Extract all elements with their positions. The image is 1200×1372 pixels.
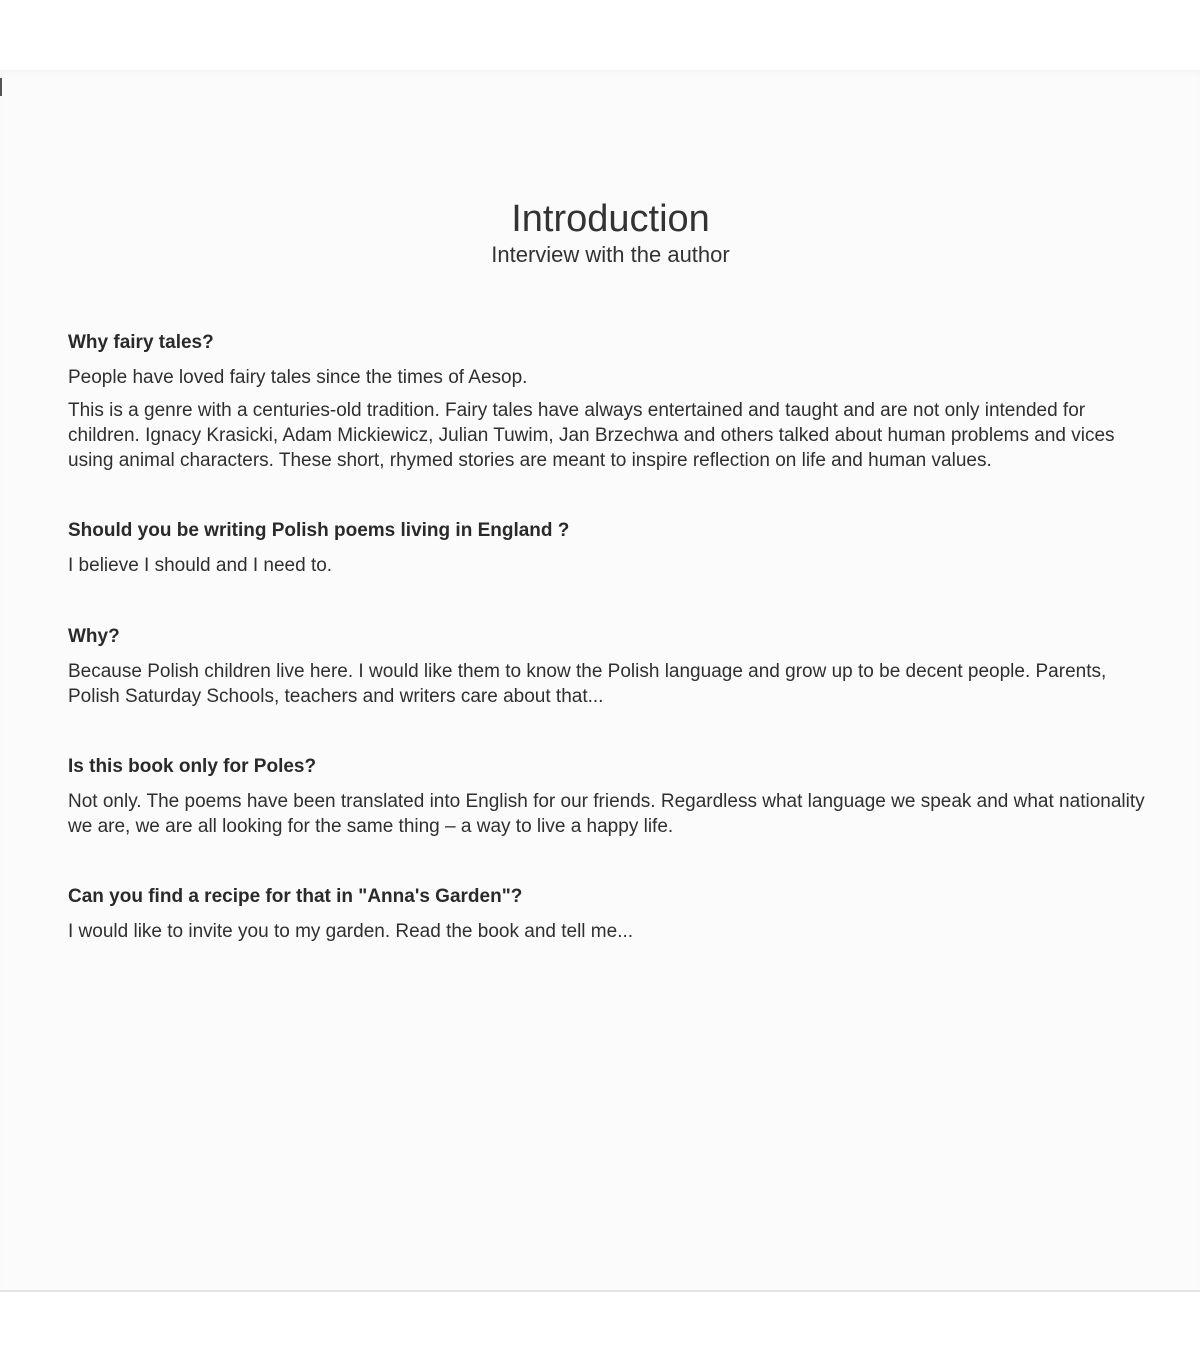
qa-section bbox=[68, 755, 1153, 839]
answer-paragraph: Not only. The poems have been translated into English for our friends. Regardless what language we speak and what nationality we are, we are all looking for the same thing – a way to live a happy life. bbox=[68, 791, 1145, 837]
qa-section bbox=[68, 331, 1153, 473]
answer-paragraph: I would like to invite you to my garden. Read the book and tell me... bbox=[68, 921, 634, 942]
question-heading: Should you be writing Polish poems living in England ? bbox=[68, 520, 570, 541]
page-subtitle: Interview with the author bbox=[491, 242, 730, 267]
answer-paragraph: Because Polish children live here. I would like them to know the Polish language and grow up to be decent people. Parents, Polish Saturday Schools, teachers and writers care about that... bbox=[68, 661, 1107, 707]
question-heading: Why? bbox=[68, 626, 120, 647]
page-title: Introduction bbox=[511, 198, 710, 240]
question-heading: Is this book only for Poles? bbox=[68, 756, 317, 777]
qa-section bbox=[68, 885, 1153, 944]
page-edge-mark bbox=[0, 78, 2, 96]
answer-paragraph: I believe I should and I need to. bbox=[68, 555, 333, 576]
page-content bbox=[68, 196, 1153, 989]
qa-section bbox=[68, 519, 1153, 578]
answer-paragraph: This is a genre with a centuries-old tradition. Fairy tales have always entertained and taught and are not only intended for children. Ignacy Krasicki, Adam Mickiewicz, Julian Tuwim, Jan Brzechwa and others talked about human problems and vices using animal characters. These short, rhymed stories are meant to inspire reflection on life and human values. bbox=[68, 400, 1115, 471]
question-heading: Can you find a recipe for that in "Anna's Garden"? bbox=[68, 886, 523, 907]
qa-section bbox=[68, 625, 1153, 709]
page-bottom-edge bbox=[0, 1290, 1200, 1292]
question-heading: Why fairy tales? bbox=[68, 332, 214, 353]
answer-paragraph: People have loved fairy tales since the times of Aesop. bbox=[68, 367, 528, 388]
